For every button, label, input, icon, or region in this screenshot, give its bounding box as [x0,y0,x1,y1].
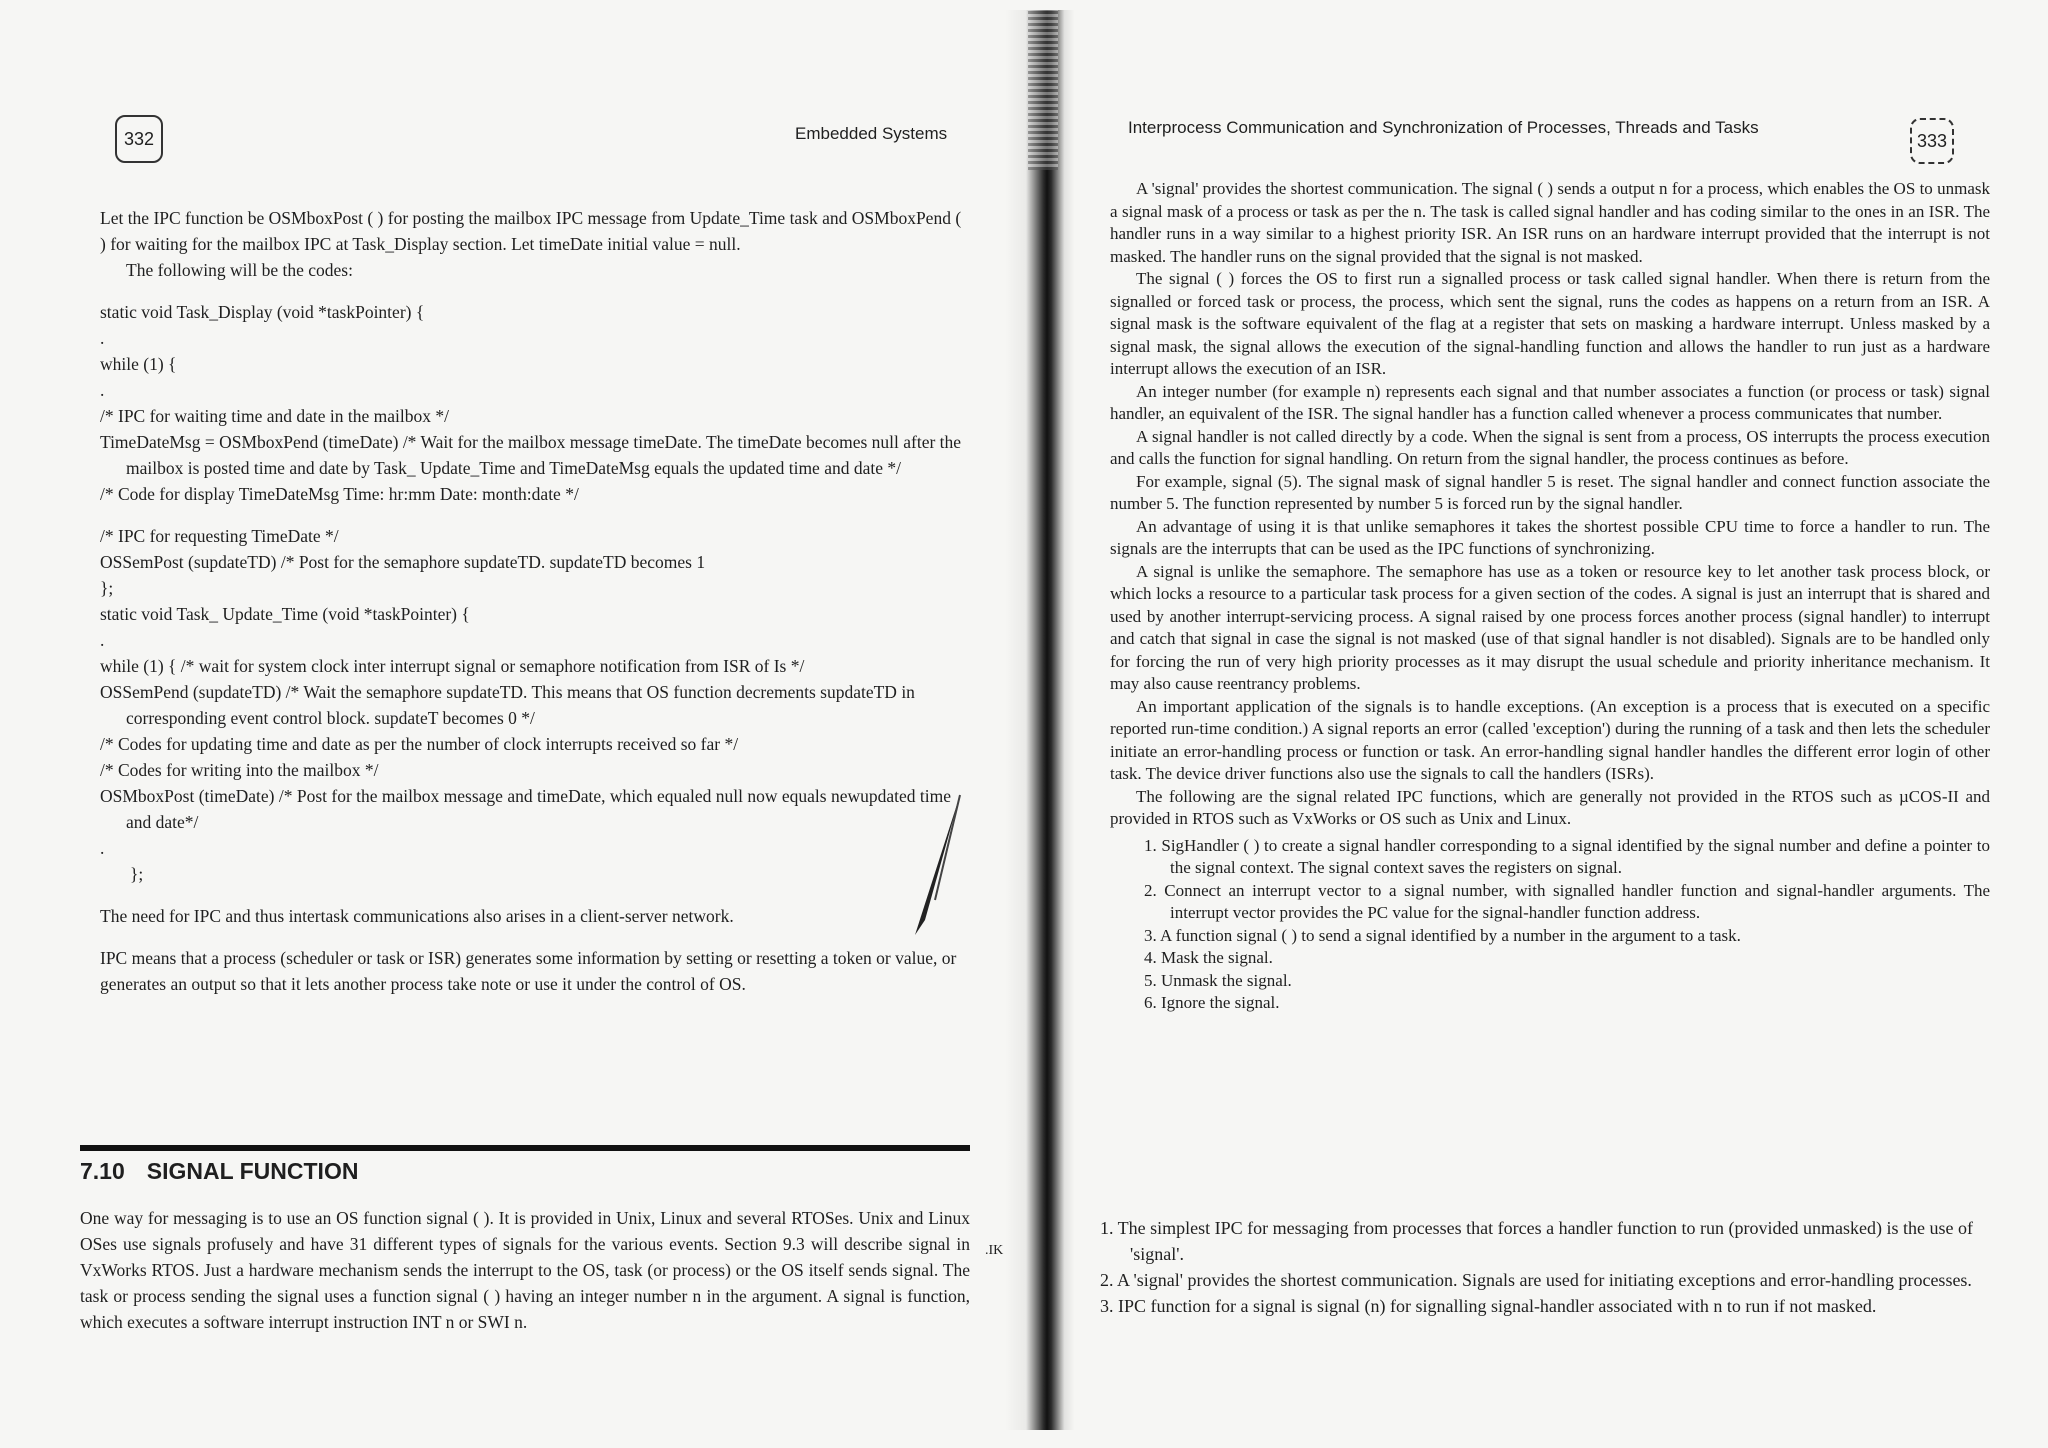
code-line: /* IPC for waiting time and date in the mailbox */ [100,406,449,426]
paragraph: An integer number (for example n) represents each signal and that number associates a function (or process or task) signal handler, an equivalent of the ISR. The signal handler has a function called whenever a process communicates that number. [1110,381,1990,423]
running-head-left: Embedded Systems [795,124,948,143]
codes-intro: The following will be the codes: [126,260,353,280]
paragraph: The signal ( ) forces the OS to first run a signalled process or task called signal handler. When there is return from the signalled or forced task or process, the process, which sent the signal, runs the codes as happens on a return from an ISR. A signal mask is the software equivalent of the flag at a register that sets on masking a hardware interrupt. Unless masked by a signal mask, the signal allows the execution of the signal-handling function and allows the handler to run just as a hardware interrupt allows the execution of an ISR. [1110,269,1990,378]
code-line: . [100,328,105,348]
paragraph: For example, signal (5). The signal mask of signal handler 5 is reset. The signal handler and connect function associate the number 5. The function represented by number 5 is forced run by the signal handler. [1110,471,1990,513]
code-line: OSSemPost (supdateTD) /* Post for the semaphore supdateTD. supdateTD becomes 1 [100,552,706,572]
section-title: SIGNAL FUNCTION [146,1158,359,1184]
code-line: static void Task_Display (void *taskPointer) { [100,302,425,322]
code-line: while (1) { [100,354,177,374]
section-number: 7.10 [80,1158,125,1184]
code-line: . [100,838,105,858]
summary-item: 3. IPC function for a signal is signal (n) for signalling signal-handler associated with n to run if not masked. [1100,1296,1877,1316]
list-item: 4. Mask the signal. [1144,948,1273,967]
gutter-speckle [1028,10,1058,170]
list-item: 2. Connect an interrupt vector to a signal number, with signalled handler function and signal-handler arguments. The interrupt vector provides the PC value for the signal-handler function address. [1144,880,1990,922]
code-line: . [100,380,105,400]
code-line: }; [100,578,114,598]
pen-mark-icon [905,790,965,940]
code-line: /* Codes for writing into the mailbox */ [100,760,379,780]
page-number-right: 333 [1910,118,1954,164]
code-line: /* Codes for updating time and date as per the number of clock interrupts received so far */ [100,734,739,754]
section-rule [80,1145,970,1151]
code-line: OSSemPend (supdateTD) /* Wait the semaphore supdateTD. This means that OS function decrements supdateTD in corresponding event control block. supdateT becomes 0 */ [100,682,915,728]
margin-mark: .IK [985,1243,1004,1258]
paragraph: A signal handler is not called directly by a code. When the signal is sent from a process, OS interrupts the process execution and calls the function for signal handling. On return from the signal handler, the process continues as before. [1110,426,1990,468]
list-item: 5. Unmask the signal. [1144,970,1292,990]
code-line: static void Task_ Update_Time (void *taskPointer) { [100,604,470,624]
book-gutter [1005,10,1075,1430]
left-body [100,205,970,997]
client-server-paragraph: The need for IPC and thus intertask communications also arises in a client-server network. [100,906,734,926]
list-item: 1. SigHandler ( ) to create a signal handler corresponding to a signal identified by the signal number and define a pointer to the signal context. The signal context saves the registers on signal. [1144,835,1990,877]
ipc-means-paragraph: IPC means that a process (scheduler or task or ISR) generates some information by setting or resetting a token or value, or generates an output so that it lets another process take note or use it under the control of OS. [100,948,957,994]
paragraph: An advantage of using it is that unlike semaphores it takes the shortest possible CPU time to force a handler to run. The signals are the interrupts that can be used as the IPC functions of synchronizing. [1110,516,1990,558]
list-item: 6. Ignore the signal. [1144,993,1280,1012]
section-heading [80,1158,358,1185]
intro-paragraph: Let the IPC function be OSMboxPost ( ) for posting the mailbox IPC message from Update_Time task and OSMboxPend ( ) for waiting for the mailbox IPC at Task_Display section. Let timeDate initial value = null. [100,208,962,254]
paragraph: A 'signal' provides the shortest communication. The signal ( ) sends a output n for a process, which enables the OS to unmask a signal mask of a process or task as per the n. The task is called signal handler and has coding similar to the ones in an ISR. The handler runs in a way similar to a highest priority ISR. An ISR runs on an hardware interrupt provided that the interrupt is not masked. The handler runs on the signal provided that the signal is not masked. [1110,179,1990,266]
code-block [100,299,970,887]
code-line: /* IPC for requesting TimeDate */ [100,526,339,546]
list-item: 3. A function signal ( ) to send a signal identified by a number in the argument to a task. [1144,925,1741,945]
code-line: }; [130,864,144,884]
code-line: while (1) { /* wait for system clock inter interrupt signal or semaphore notification from ISR of Is */ [100,656,805,676]
paragraph: An important application of the signals is to handle exceptions. (An exception is a process that is executed on a specific reported run-time condition.) A signal reports an error (called 'exception') during the running of a task and then lets the scheduler initiate an error-handling process or function or task. An error-handling signal handler handles the different error login of other task. The device driver functions also use the signals to call the handlers (ISRs). [1110,696,1990,783]
code-line: /* Code for display TimeDateMsg Time: hr:mm Date: month:date */ [100,484,579,504]
summary-item: 1. The simplest IPC for messaging from processes that forces a handler function to run (provided unmasked) is the use of 'signal'. [1100,1218,1973,1264]
code-line: . [100,630,105,650]
summary-item: 2. A 'signal' provides the shortest communication. Signals are used for initiating exceptions and error-handling processes. [1100,1270,1972,1290]
code-line: OSMboxPost (timeDate) /* Post for the mailbox message and timeDate, which equaled null now equals newupdated time and date*/ [100,786,952,832]
page-number-left: 332 [115,115,163,163]
paragraph: The following are the signal related IPC functions, which are generally not provided in the RTOS such as µCOS-II and provided in RTOS such as VxWorks or OS such as Unix and Linux. [1110,786,1990,828]
running-head-right: Interprocess Communication and Synchronization of Processes, Threads and Tasks [1128,118,1759,137]
right-body [1110,178,1990,1015]
summary-points [1100,1215,2000,1319]
code-line: TimeDateMsg = OSMboxPend (timeDate) /* Wait for the mailbox message timeDate. The timeDate becomes null after the mailbox is posted time and date by Task_ Update_Time and TimeDateMsg equals the updated time and date */ [100,432,962,478]
paragraph: A signal is unlike the semaphore. The semaphore has use as a token or resource key to let another task process block, or which locks a resource to a particular task process for a given section of the codes. A signal is just an interrupt that is shared and used by another interrupt-servicing process. A signal raised by one process forces another process (signal handler) to interrupt and catch that signal in case the signal is not masked (use of that signal handler is not disabled). Signals are to be handled only for forcing the run of very high priority processes as it may disrupt the usual schedule and priority inheritance mechanism. It may also cause reentrancy problems. [1110,561,1990,693]
signal-functions-list [1110,835,1990,1015]
section-text: One way for messaging is to use an OS function signal ( ). It is provided in Unix, Linux and several RTOSes. Unix and Linux OSes use signals profusely and have 31 different types of signals for the various events. Section 9.3 will describe signal in VxWorks RTOS. Just a hardware mechanism sends the interrupt to the OS, task (or process) or the OS itself sends signal. The task or process sending the signal uses a function signal ( ) having an integer number n in the argument. A signal is function, which executes a software interrupt instruction INT n or SWI n. [80,1208,970,1332]
